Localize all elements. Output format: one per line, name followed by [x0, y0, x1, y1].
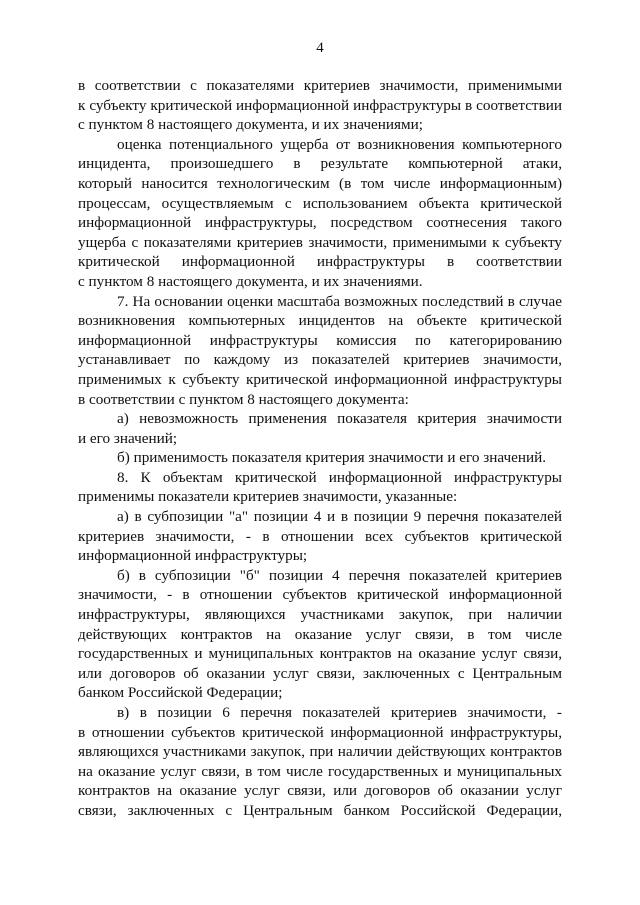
text-line: а) невозможность применения показателя критерия значимости	[117, 410, 562, 428]
text-line: связи, заключенных с Центральным банком Российской Федерации,	[78, 801, 562, 819]
text-line: который наносится технологическим (в том числе информационным)	[78, 174, 562, 192]
text-line: информационной инфраструктуры комиссия по категорированию	[78, 331, 562, 349]
text-line: б) применимость показателя критерия значимости и его значений.	[117, 449, 547, 467]
document-body	[78, 76, 562, 821]
text-line: являющихся участниками закупок, при наличии действующих контрактов	[78, 743, 562, 761]
text-line: на оказание услуг связи, в том числе государственных и муниципальных	[78, 762, 562, 780]
text-line: информационной инфраструктуры, посредством соотнесения такого	[78, 214, 562, 232]
text-line: 7. На основании оценки масштаба возможных последствий в случае	[117, 292, 562, 310]
text-line: инфраструктуры, являющихся участниками закупок, при наличии	[78, 606, 562, 624]
text-line: действующих контрактов на оказание услуг связи, в том числе	[78, 625, 562, 643]
text-line: 8. К объектам критической информационной инфраструктуры	[117, 468, 562, 486]
text-line: критериев значимости, - в отношении всех субъектов критической	[78, 527, 562, 545]
text-line: контрактов на оказание услуг связи, или договоров об оказании услуг	[78, 782, 562, 800]
text-line: в соответствии с показателями критериев значимости, применимыми	[78, 77, 562, 94]
text-line: в отношении субъектов критической информационной инфраструктуры,	[78, 723, 562, 741]
text-line: устанавливает по каждому из показателей критериев значимости,	[78, 351, 562, 369]
text-line: информационной инфраструктуры;	[78, 547, 308, 565]
text-line: и его значений;	[78, 429, 178, 447]
text-line: б) в субпозиции "б" позиции 4 перечня показателей критериев	[117, 566, 562, 584]
text-line: критической информационной инфраструктуры в соответствии	[78, 253, 562, 271]
text-line: применимы показатели критериев значимости, указанные:	[78, 488, 458, 506]
text-line: банком Российской Федерации;	[78, 684, 283, 702]
text-line: в) в позиции 6 перечня показателей критериев значимости, -	[117, 704, 562, 721]
text-line: государственных и муниципальных контрактов на оказание услуг связи,	[78, 645, 562, 663]
page-number: 4	[316, 40, 324, 56]
text-line: применимых к субъекту критической информационной инфраструктуры	[78, 370, 562, 388]
text-line: инцидента, произошедшего в результате компьютерной атаки,	[78, 155, 562, 173]
text-line: значимости, - в отношении субъектов критической информационной	[78, 586, 562, 604]
text-line: а) в субпозиции "а" позиции 4 и в позиции 9 перечня показателей	[117, 508, 562, 526]
text-line: ущерба с показателями критериев значимости, применимыми к субъекту	[78, 233, 562, 251]
text-line: в соответствии с пунктом 8 настоящего документа:	[78, 390, 409, 408]
text-line: процессам, осуществляемым с использованием объекта критической	[78, 194, 562, 212]
text-line: или договоров об оказании услуг связи, заключенных с Центральным	[78, 664, 562, 682]
text-line: с пунктом 8 настоящего документа, и их значениями.	[78, 272, 423, 290]
text-line: оценка потенциального ущерба от возникновения компьютерного	[117, 135, 562, 153]
text-line: возникновения компьютерных инцидентов на объекте критической	[78, 312, 562, 330]
text-line: к субъекту критической информационной инфраструктуры в соответствии	[78, 96, 562, 114]
text-line: с пунктом 8 настоящего документа, и их значениями;	[78, 116, 423, 134]
